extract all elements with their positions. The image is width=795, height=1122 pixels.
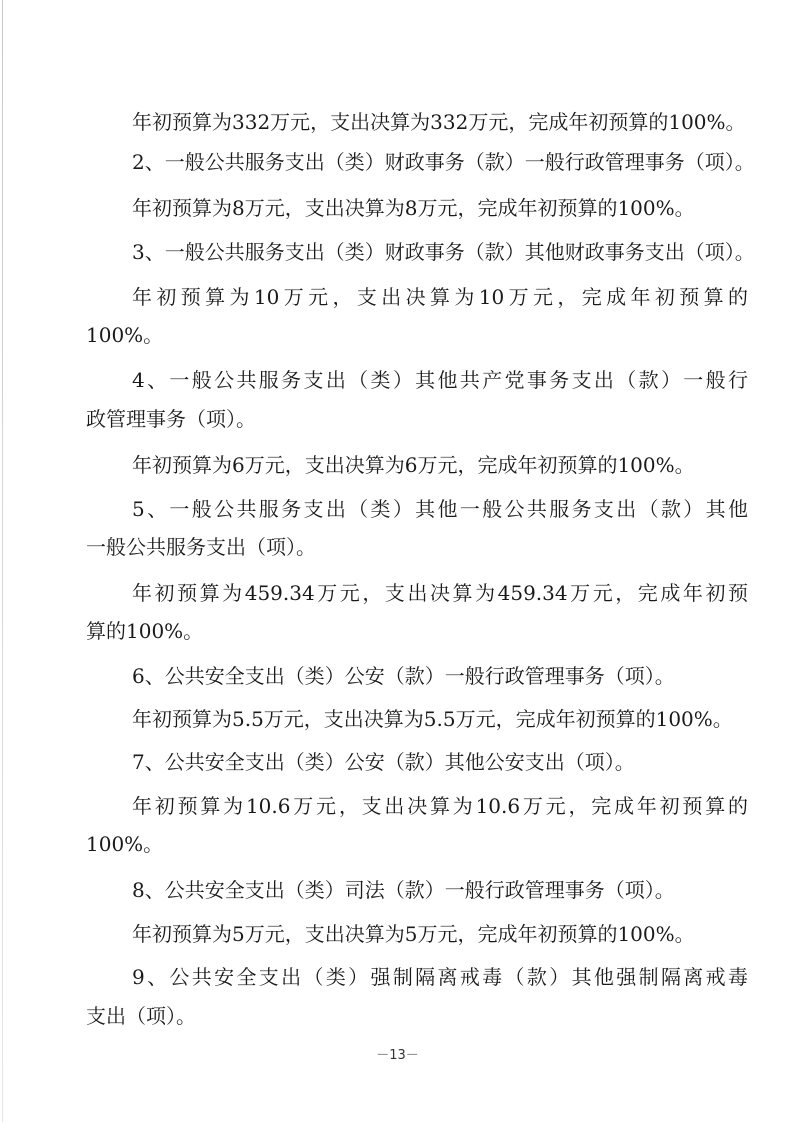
text-line: 100%。 <box>86 832 164 856</box>
text-line: 4、一般公共服务支出（类）其他共产党事务支出（款）一般行 <box>132 368 748 392</box>
text-line: 8、公共安全支出（类）司法（款）一般行政管理事务（项）。 <box>132 878 675 902</box>
text-line: 100%。 <box>86 323 164 347</box>
text-line: 年初预算为10.6万元，支出决算为10.6万元，完成年初预算的 <box>132 794 748 818</box>
text-line: 年初预算为459.34万元，支出决算为459.34万元，完成年初预 <box>132 581 748 605</box>
text-line: 支出（项）。 <box>86 1004 196 1028</box>
text-line: 3、一般公共服务支出（类）财政事务（款）其他财政事务支出（项）。 <box>132 240 755 264</box>
text-line: 2、一般公共服务支出（类）财政事务（款）一般行政管理事务（项）。 <box>132 150 755 174</box>
text-line: 年初预算为6万元，支出决算为6万元，完成年初预算的100%。 <box>132 453 695 477</box>
text-line: 6、公共安全支出（类）公安（款）一般行政管理事务（项）。 <box>132 664 675 688</box>
text-line: 9、公共安全支出（类）强制隔离戒毒（款）其他强制隔离戒毒 <box>132 965 748 989</box>
text-line: 5、一般公共服务支出（类）其他一般公共服务支出（款）其他 <box>132 497 748 521</box>
text-line: 政管理事务（项）。 <box>86 407 256 431</box>
scan-edge <box>2 0 3 1122</box>
text-line: 算的100%。 <box>86 619 204 643</box>
text-line: 年初预算为5万元，支出决算为5万元，完成年初预算的100%。 <box>132 922 695 946</box>
text-line: 年初预算为8万元，支出决算为8万元，完成年初预算的100%。 <box>132 196 695 220</box>
text-line: 年初预算为332万元，支出决算为332万元，完成年初预算的100%。 <box>132 110 746 134</box>
text-line: 一般公共服务支出（项）。 <box>86 535 316 559</box>
page-number: －13－ <box>376 1048 419 1063</box>
text-line: 年初预算为5.5万元，支出决算为5.5万元，完成年初预算的100%。 <box>132 707 733 731</box>
text-line: 7、公共安全支出（类）公安（款）其他公安支出（项）。 <box>132 750 635 774</box>
text-line: 年初预算为10万元，支出决算为10万元，完成年初预算的 <box>132 285 748 309</box>
